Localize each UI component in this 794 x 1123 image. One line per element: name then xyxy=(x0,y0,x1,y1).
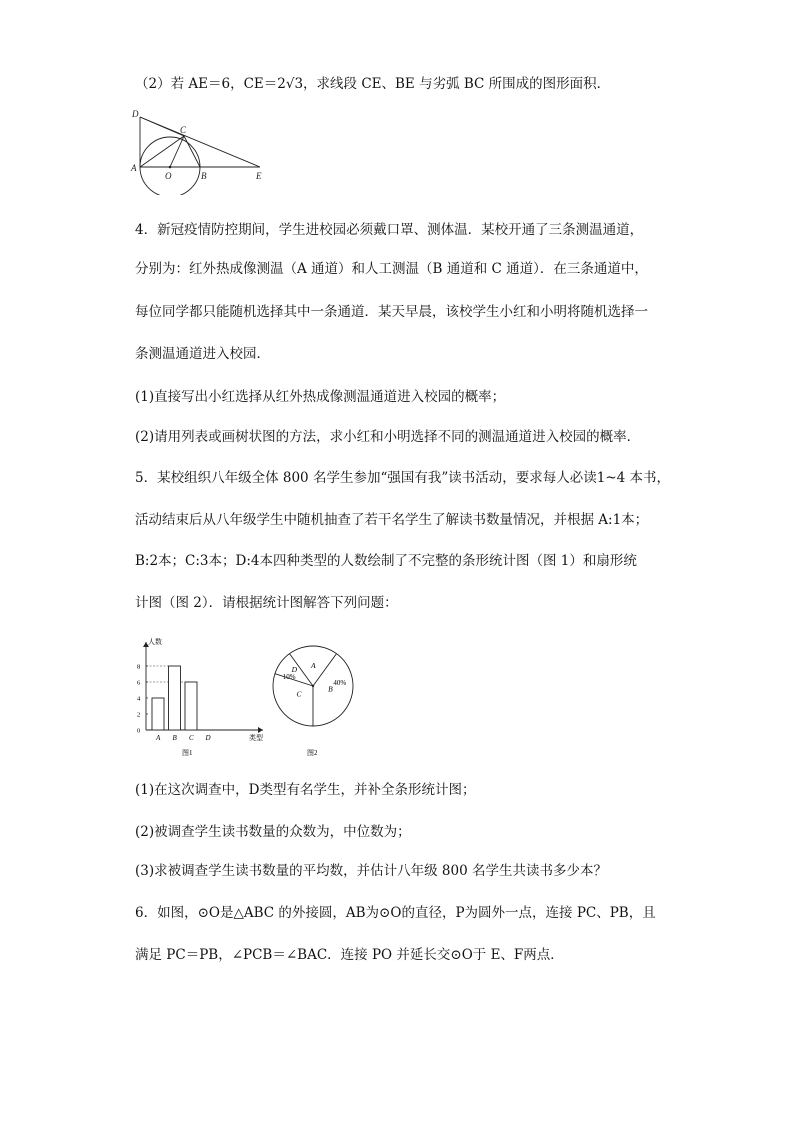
pie-chart-figure-2 xyxy=(265,640,365,765)
x-tick-label-C: C xyxy=(189,734,194,742)
q5-line-1: 5．某校组织八年级全体 800 名学生参加“强国有我”读书活动，要求每人必读1~4 本书， xyxy=(135,470,671,486)
q5-sub2: (2)被调查学生读书数量的众数为，中位数为； xyxy=(135,824,411,840)
q3-geometry-figure xyxy=(128,105,268,195)
y-tick-label: 8 xyxy=(137,663,141,671)
y-tick-label: 0 xyxy=(137,727,141,735)
q6-line-1: 6．如图，⊙O是△ABC 的外接圆，AB为⊙O的直径，P为圆外一点，连接 PC、PB，且 xyxy=(135,905,656,921)
y-tick-label: 4 xyxy=(137,695,141,703)
pie-label-C: C xyxy=(296,689,302,699)
q5-line-2: 活动结束后从八年级学生中随机抽查了若干名学生了解读书数量情况，并根据 A:1本； xyxy=(135,512,649,528)
label-a: A xyxy=(131,163,137,173)
q4-line-4: 条测温通道进入校园． xyxy=(135,346,270,362)
y-tick-label: 6 xyxy=(137,679,141,687)
label-o: O xyxy=(165,171,172,181)
figure-1-caption: 图1 xyxy=(182,749,193,757)
x-tick-label-D: D xyxy=(205,734,211,742)
pie-percent-B: 40% xyxy=(333,678,347,687)
bar-B xyxy=(169,666,181,730)
q5-line-3: B:2本；C:3本；D:4本四种类型的人数绘制了不完整的条形统计图（图 1）和扇形统 xyxy=(135,553,637,569)
pie-label-B: B xyxy=(328,684,333,694)
q5-sub3: (3)求被调查学生读书数量的平均数，并估计八年级 800 名学生共读书多少本？ xyxy=(135,863,607,879)
q4-line-2: 分别为：红外热成像测温（A 通道）和人工测温（B 通道和 C 通道）．在三条通道中， xyxy=(135,261,648,277)
x-tick-label-A: A xyxy=(156,734,161,742)
q4-sub1: (1)直接写出小红选择从红外热成像测温通道进入校园的概率； xyxy=(135,389,506,405)
label-b: B xyxy=(201,171,207,181)
q4-line-1: 4．新冠疫情防控期间，学生进校园必须戴口罩、测体温．某校开通了三条测温通道， xyxy=(135,222,644,238)
pie-percent-D: 10% xyxy=(282,673,296,682)
bar-chart-figure-1 xyxy=(128,630,273,760)
q4-line-3: 每位同学都只能随机选择其中一条通道．某天早晨，该校学生小红和小明将随机选择一 xyxy=(135,304,648,320)
bar-C xyxy=(185,682,197,730)
pie-label-A: A xyxy=(311,661,316,670)
line-dc xyxy=(140,117,184,136)
x-axis-arrow xyxy=(258,727,263,733)
q6-line-2: 满足 PC＝PB，∠PCB＝∠BAC．连接 PO 并延长交⊙O于 E、F两点． xyxy=(135,947,564,963)
x-axis-label: 类型 xyxy=(249,734,263,742)
y-axis-label: 人数 xyxy=(148,638,162,646)
q4-sub2: (2)请用列表或画树状图的方法，求小红和小明选择不同的测温通道进入校园的概率． xyxy=(135,429,641,445)
bar-A xyxy=(152,698,164,730)
x-tick-label-B: B xyxy=(172,734,177,742)
q3-sub2-text: （2）若 AE＝6，CE＝2√3，求线段 CE、BE 与劣弧 BC 所围成的图形面积． xyxy=(135,76,611,92)
q5-line-4: 计图（图 2）．请根据统计图解答下列问题： xyxy=(135,595,398,611)
label-c: C xyxy=(180,125,187,135)
figure-2-caption: 图2 xyxy=(307,749,318,757)
q5-sub1: (1)在这次调查中，D类型有名学生，并补全条形统计图； xyxy=(135,782,476,798)
pie-label-D: D xyxy=(291,664,298,674)
y-tick-label: 2 xyxy=(137,711,141,719)
label-e: E xyxy=(256,171,262,181)
label-d: D xyxy=(132,109,139,119)
